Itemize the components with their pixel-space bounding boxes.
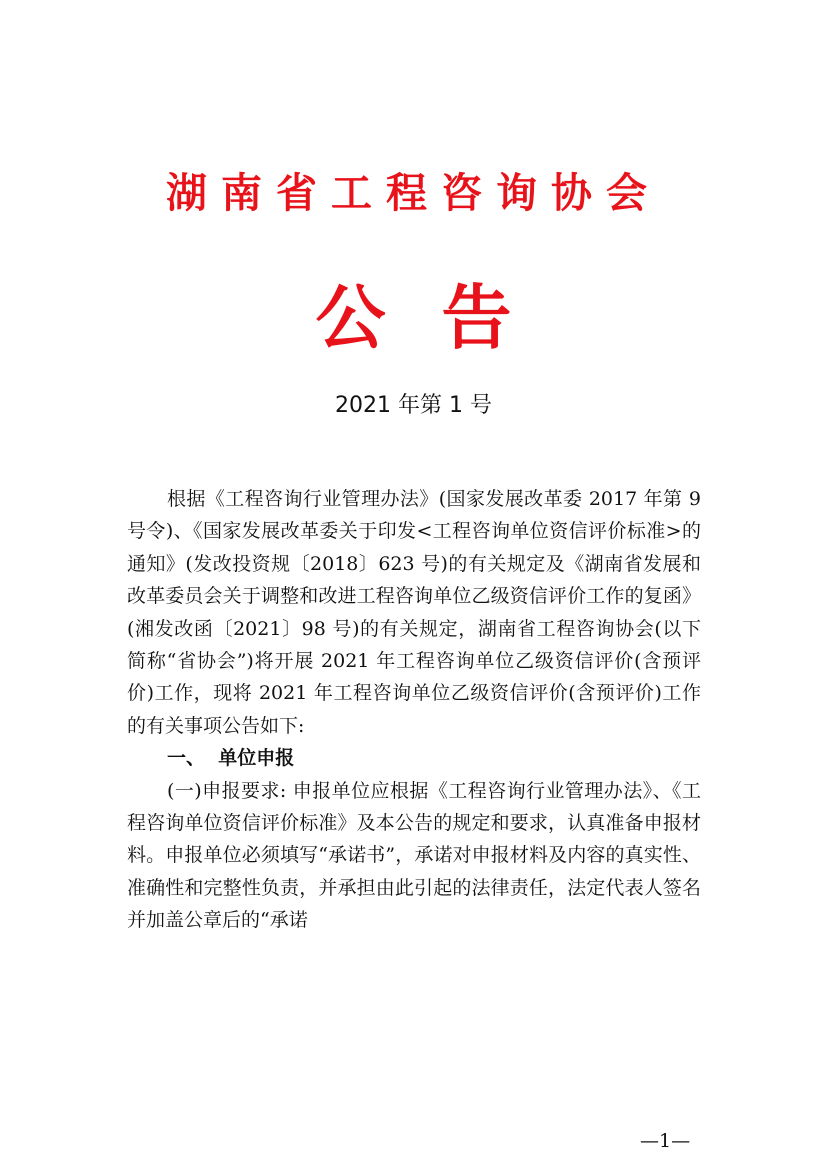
document-number: 2021 年第 1 号 bbox=[335, 393, 492, 418]
document-type-title: 公告 bbox=[315, 276, 568, 359]
document-body bbox=[127, 483, 701, 937]
page-number: —1— bbox=[640, 1130, 691, 1152]
organization-title: 湖南省工程咨询协会 bbox=[166, 169, 661, 217]
section-paragraph: (一)申报要求: 申报单位应根据《工程咨询行业管理办法》、《工程咨询单位资信评价标准》及本公告的规定和要求，认真准备申报材料。申报单位必须填写“承诺书”，承诺对申报材料及内容的真实性、准确性和完整性负责，并承担由此引起的法律责任，法定代表人签名并加盖公章后的“承诺 bbox=[127, 779, 701, 932]
section-heading: 一、 单位申报 bbox=[167, 747, 295, 770]
intro-paragraph: 根据《工程咨询行业管理办法》(国家发展改革委 2017 年第 9 号令)、《国家发展改革委关于印发<工程咨询单位资信评价标准>的通知》(发改投资规〔2018〕623 号)的有关规定及《湖南省发展和改革委员会关于调整和改进工程咨询单位乙级资信评价工作的复函》(湘发改函〔2021〕98 号)的有关规定，湖南省工程咨询协会(以下简称“省协会”)将开展 2021 年工程咨询单位乙级资信评价(含预评价)工作，现将 2021 年工程咨询单位乙级资信评价(含预评价)工作的有关事项公告如下: bbox=[127, 488, 701, 737]
